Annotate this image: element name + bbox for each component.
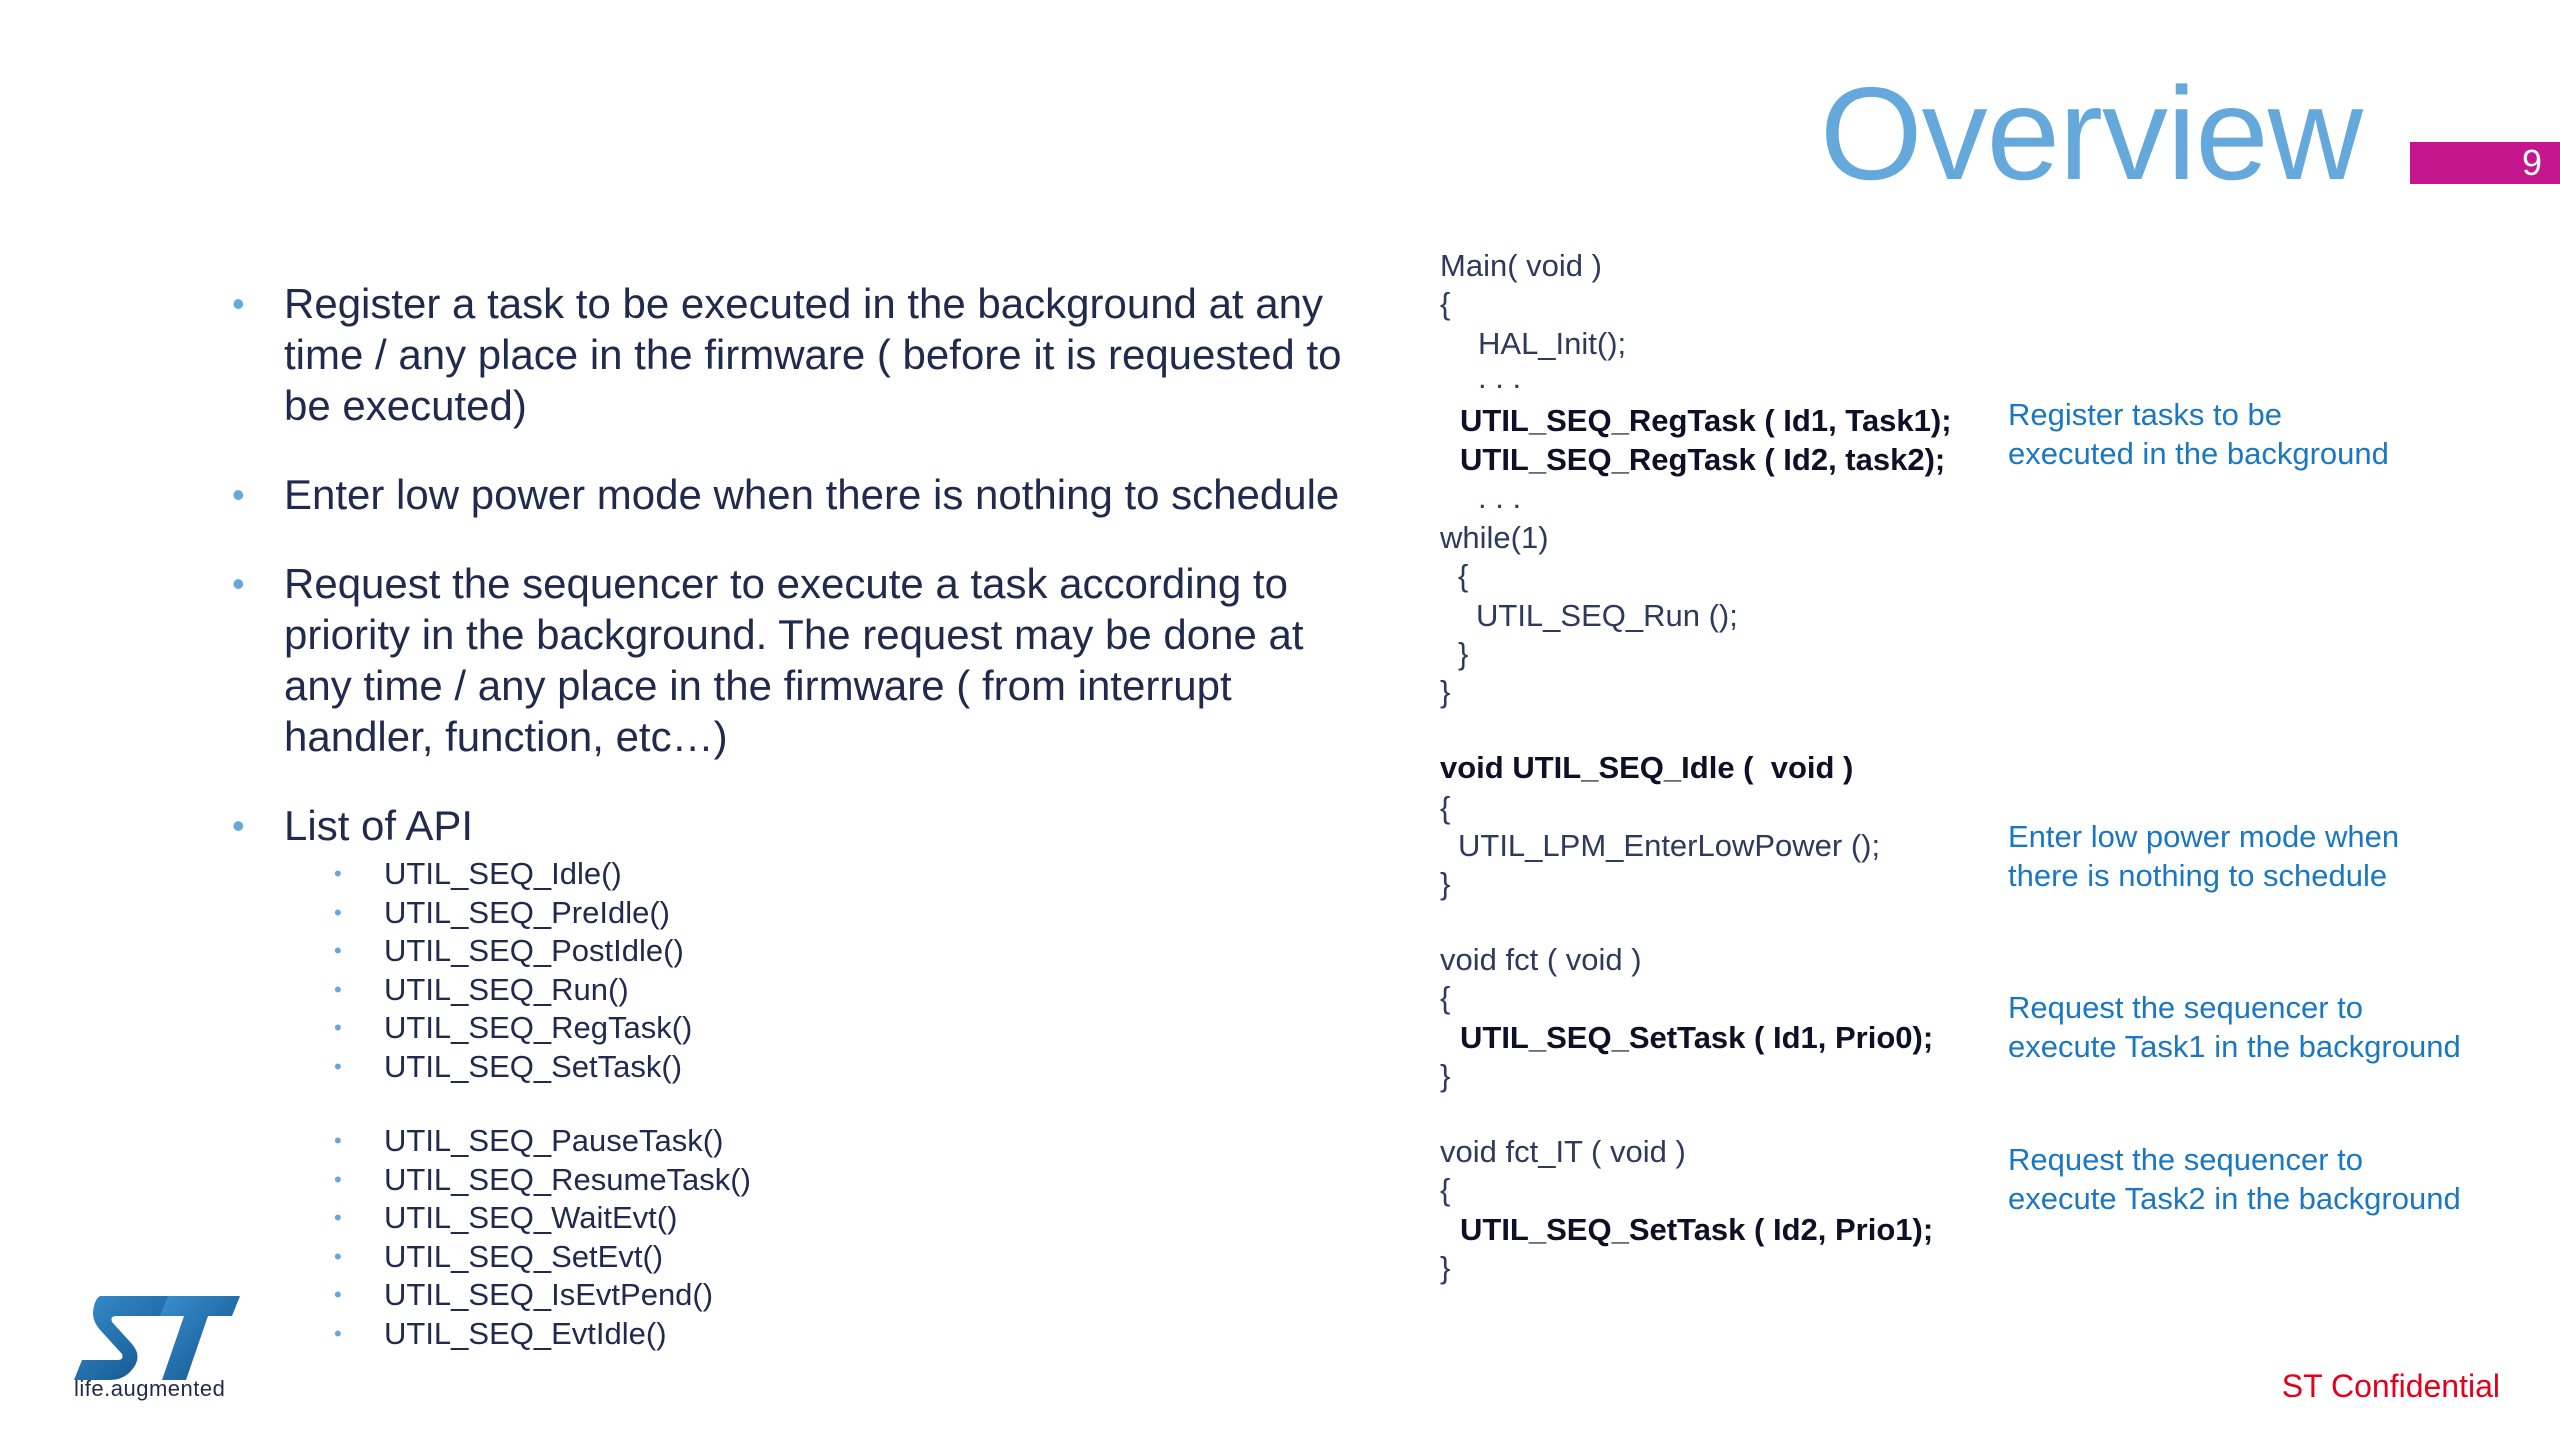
api-item [284,894,1382,933]
note-line: executed in the background [2008,436,2389,471]
note-request-task2 [2008,1140,2528,1218]
api-name: UTIL_SEQ_Run() [384,971,629,1007]
bullet-list [232,278,1382,1353]
api-name: UTIL_SEQ_PostIdle() [384,933,684,968]
confidential-footer: ST Confidential [2281,1368,2500,1404]
api-name: UTIL_SEQ_SetEvt() [384,1238,664,1274]
note-lowpower [2008,817,2528,895]
code-line-settask2: UTIL_SEQ_SetTask ( Id2, Prio1); [1460,1212,1934,1247]
bullet-item-api [232,800,1382,1353]
code-line: void fct_IT ( void ) [1440,1134,1686,1169]
code-line: } [1440,866,1451,901]
note-line: Enter low power mode when [2008,819,2400,854]
api-item [284,971,1382,1010]
code-line-regtask2: UTIL_SEQ_RegTask ( Id2, task2); [1460,442,1946,477]
code-line: } [1458,636,1469,671]
api-name: UTIL_SEQ_RegTask() [384,1010,693,1045]
bullet-dot-icon: • [334,1282,342,1307]
api-list-spacer [284,1086,1382,1122]
bullet-dot-icon: • [334,1053,342,1079]
note-line: there is nothing to schedule [2008,858,2388,893]
bullet-dot-icon: • [232,563,245,604]
code-line-settask1: UTIL_SEQ_SetTask ( Id1, Prio0); [1460,1020,1934,1055]
bullet-dot-icon: • [334,899,342,925]
api-item [284,1161,1382,1200]
code-line: while(1) [1440,520,1549,555]
code-line: { [1440,790,1451,825]
note-line: execute Task1 in the background [2008,1029,2461,1064]
api-item [284,932,1382,971]
bullet-text: Enter low power mode when there is nothing to schedule [284,471,1340,518]
bullet-dot-icon: • [334,976,342,1002]
note-line: execute Task2 in the background [2008,1181,2461,1216]
note-line: Request the sequencer to [2008,1142,2364,1177]
api-name: UTIL_SEQ_Idle() [384,856,622,891]
code-line-regtask1: UTIL_SEQ_RegTask ( Id1, Task1); [1460,403,1952,438]
bullet-text: Request the sequencer to execute a task according to priority in the background. The request may be done at any time / any place in the firmware ( from interrupt handler, function, etc…) [284,560,1304,760]
api-item [284,1199,1382,1238]
bullet-dot-icon: • [334,1320,342,1346]
api-item [284,1122,1382,1161]
code-line: { [1440,1172,1451,1207]
note-register [2008,395,2528,473]
bullet-dot-icon: • [334,1205,342,1230]
slide-title: Overview [1819,60,2362,207]
page-number-badge: 9 [2410,142,2560,184]
code-line: { [1458,558,1469,593]
api-name: UTIL_SEQ_EvtIdle() [384,1315,667,1351]
api-name: UTIL_SEQ_SetTask() [384,1048,683,1084]
code-line: { [1440,980,1451,1015]
api-item [284,1315,1382,1354]
code-line: { [1440,286,1451,321]
logo-tagline: life.augmented [74,1376,226,1401]
bullet-dot-icon: • [334,1128,342,1153]
code-line: void fct ( void ) [1440,942,1642,977]
code-line-idle: void UTIL_SEQ_Idle ( void ) [1440,750,1854,785]
code-line: HAL_Init(); [1478,326,1627,361]
api-name: UTIL_SEQ_IsEvtPend() [384,1277,714,1312]
bullet-dot-icon: • [232,805,245,846]
bullet-dot-icon: • [334,1015,342,1040]
bullet-text: List of API [284,802,474,849]
note-line: Request the sequencer to [2008,990,2364,1025]
bullet-item [232,469,1382,520]
code-line: UTIL_SEQ_Run (); [1476,598,1738,633]
api-item [284,1009,1382,1048]
bullet-dot-icon: • [334,1166,342,1192]
api-item [284,855,1382,894]
api-name: UTIL_SEQ_WaitEvt() [384,1200,678,1235]
bullet-item [232,278,1382,431]
code-line: } [1440,1058,1451,1093]
code-line: UTIL_LPM_EnterLowPower (); [1458,828,1881,863]
note-request-task1 [2008,988,2528,1066]
code-line: . . . [1478,360,1522,395]
api-item [284,1238,1382,1277]
code-line: } [1440,1250,1451,1285]
api-list [284,855,1382,1353]
bullet-dot-icon: • [232,474,245,515]
bullet-dot-icon: • [232,283,245,324]
api-item [284,1276,1382,1315]
code-line: . . . [1478,480,1522,515]
note-line: Register tasks to be [2008,397,2282,432]
code-line: } [1440,674,1451,709]
bullet-text: Register a task to be executed in the background at any time / any place in the firmware ( before it is requested to be executed) [284,280,1342,429]
api-name: UTIL_SEQ_PauseTask() [384,1123,724,1158]
bullet-item [232,558,1382,762]
bullet-dot-icon: • [334,1243,342,1269]
api-item [284,1048,1382,1087]
code-line: Main( void ) [1440,248,1602,283]
bullet-dot-icon: • [334,861,342,886]
api-name: UTIL_SEQ_PreIdle() [384,894,670,930]
bullet-dot-icon: • [334,938,342,963]
api-name: UTIL_SEQ_ResumeTask() [384,1161,751,1197]
